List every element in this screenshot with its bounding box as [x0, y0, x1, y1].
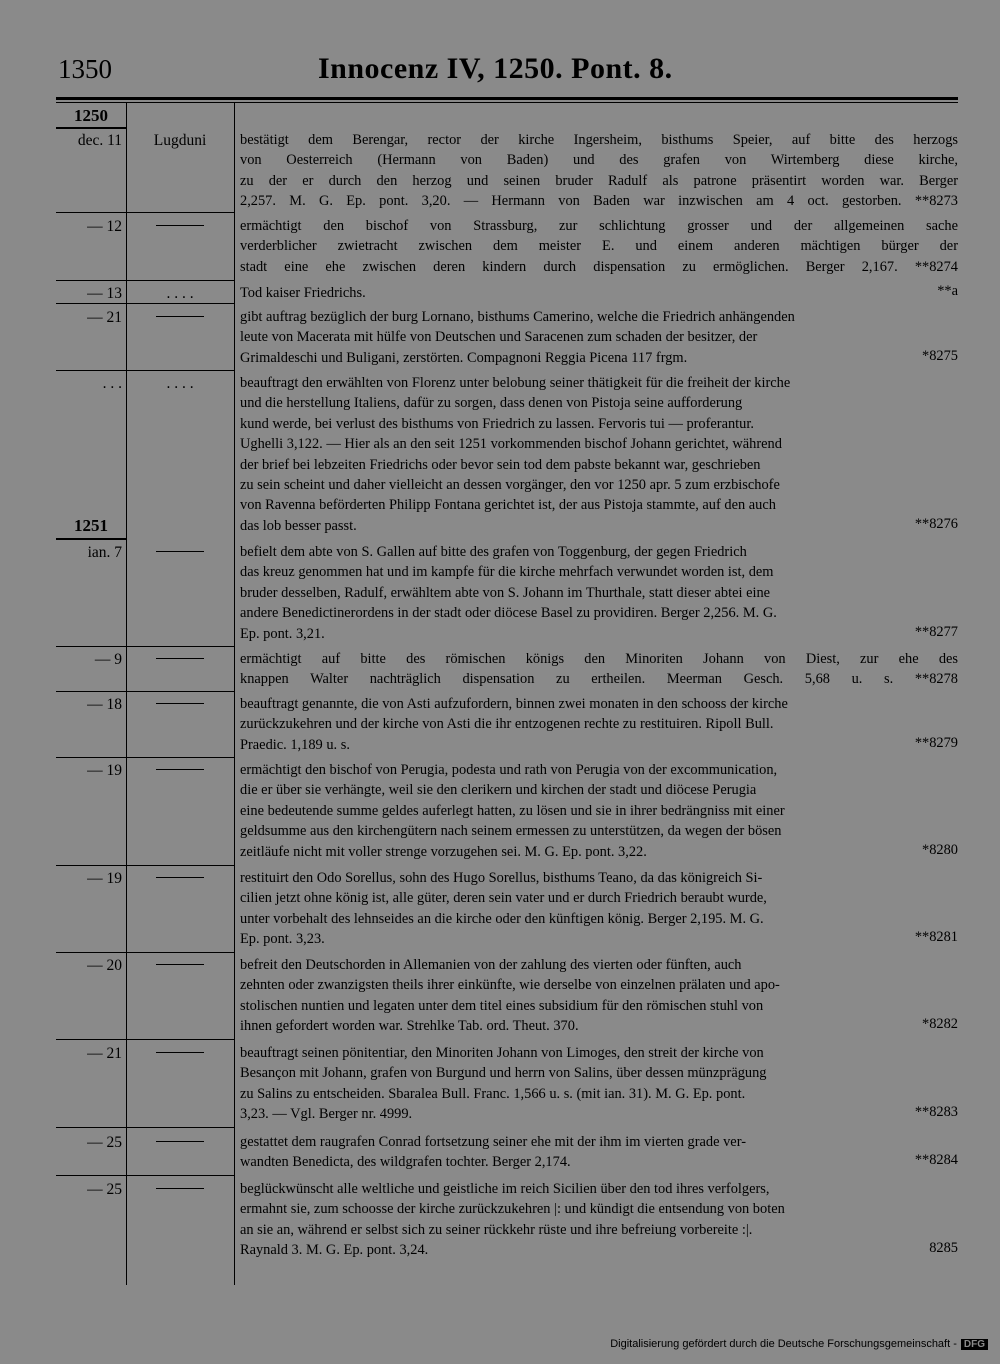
entry-place-ditto [128, 760, 232, 781]
entry-date: — 12 [87, 218, 122, 235]
entry-place-ditto [128, 1132, 232, 1153]
entry-date: . . . [102, 375, 122, 392]
entry-text: bestätigt dem Berengar, rector der kirche Ingersheim, bisthums Speier, auf bitte des herzogs von Oesterreich (Hermann von Baden) und des grafen von Wirtemberg diese kirche, zu der er durch den herzog und seinen bruder Radulf als patrone präsentirt worden war. Berger 2,257. M. G. Ep. pont. 3,20. — Hermann von Baden war inzwischen am 4 oct. gestorben. **8273 [240, 132, 958, 210]
entry-text: beglückwünscht alle weltliche und geistliche im reich Sicilien über den tod ihres verfolgers, ermahnt sie, zum schoosse der kirche zurückzukehren |: und kündigt die entsendung von boten an sie an, während er selbst sich zu seiner rückkehr rüste und ihre befreiung vorbereite :|. Raynald 3. M. G. Ep. pont. 3,24. [240, 1181, 785, 1259]
entry-text: restituirt den Odo Sorellus, sohn des Hugo Sorellus, bisthums Teano, da das königreich Si- cilien jetzt ohne könig ist, alle güter, deren sein vater und er durch Friedrich beraubt wurde, unter vorbehalt des lehnseides an die kirche oder den künftigen könig. Berger 2,195. M. G. Ep. pont. 3,23. [240, 870, 767, 948]
entry-number: **8284 [914, 1152, 958, 1168]
entry-text: beauftragt genannte, die von Asti aufzufordern, binnen zwei monaten in den schooss der kirche zurückzukehren und der kirche von Asti die ihr entzogenen rechte zu restituiren. Ripoll Bull. Praedic. 1,189 u. s. [240, 696, 788, 753]
entry-date: — 19 [87, 870, 122, 887]
entry-text: gestattet dem raugrafen Conrad fortsetzung seiner ehe mit der ihm im vierten grade ver- wandten Benedicta, des wildgrafen tochter. Berger 2,174. [240, 1134, 746, 1171]
entry-number: *8275 [922, 348, 958, 364]
entry-separator [56, 691, 234, 692]
entry-place-ditto [128, 955, 232, 976]
entry-date: — 13 [87, 285, 122, 302]
entry-number: **8276 [914, 516, 958, 532]
entry-text: ermächtigt den bischof von Strassburg, zur schlichtung grosser und der allgemeinen sache verderblicher zwietracht zwischen dem meister E. und einem anderen mächtigen bürger der stadt eine ehe zwischen deren kindern durch dispensation zu ermöglichen. Berger 2,167. **8274 [240, 218, 958, 275]
entry-date: — 25 [87, 1181, 122, 1198]
entry-text: beauftragt seinen pönitentiar, den Minoriten Johann von Limoges, den streit der kirche von Besançon mit Johann, grafen von Burgund und herrn von Salins, über dessen münzprägung zu Salins zu entscheiden. Sbaralea Bull. Franc. 1,566 u. s. (mit ian. 31). M. G. Ep. pont. 3,23. — Vgl. Berger nr. 4999. [240, 1045, 767, 1123]
entry-place: . . . . [166, 285, 194, 302]
year-underline [56, 127, 126, 129]
header-rule-thin [56, 102, 958, 103]
credit-text: Digitalisierung gefördert durch die Deutsche Forschungsgemeinschaft - [610, 1338, 957, 1350]
entry-separator [56, 865, 234, 866]
entry-separator [56, 1175, 234, 1176]
entry-date: ian. 7 [87, 544, 122, 561]
dfg-logo: DFG [961, 1339, 988, 1350]
entry-separator [56, 1039, 234, 1040]
entry-number: *8282 [922, 1016, 958, 1032]
entry-separator [56, 952, 234, 953]
entry-place: Lugduni [153, 132, 207, 149]
entry-text: Tod kaiser Friedrichs. [240, 285, 366, 301]
entry-place-ditto [128, 649, 232, 670]
column-divider-place [234, 103, 235, 1285]
entry-number: **8277 [914, 624, 958, 640]
entry-date: — 20 [87, 957, 122, 974]
entry-separator [56, 646, 234, 647]
running-title: Innocenz IV, 1250. Pont. 8. [318, 52, 673, 85]
entry-separator [56, 1127, 234, 1128]
entry-separator [56, 303, 234, 304]
header-rule [56, 97, 958, 100]
entry-text: gibt auftrag bezüglich der burg Lornano, bisthums Camerino, welche die Friedrich anhängenden leute von Macerata mit hülfe von Deutschen und Saracenen zum schaden der besitzer, der Grimaldeschi und Buligani, zerstörten. Compagnoni Reggia Picena 117 frgm. [240, 309, 795, 366]
year-marker-1251: 1251 [74, 516, 108, 535]
entry-separator [56, 757, 234, 758]
entry-date: — 21 [87, 309, 122, 326]
entry-place-ditto [128, 1179, 232, 1200]
entry-text: ermächtigt den bischof von Perugia, podesta und rath von Perugia von der excommunication, die er über sie verhängte, weil sie den clerikern und kirchen der stadt und diöcese Perugia eine bedeutende summe geldes auferlegt hatten, zu lösen und sie in ihrer bedrängniss mit einer geldsumme aus den kirchengütern nach seinem ermessen zu unterstützen, da wegen der bösen zeitläufe nicht mit voller strenge vorzugehen sei. M. G. Ep. pont. 3,22. [240, 762, 785, 860]
entry-place-ditto [128, 868, 232, 889]
entry-place: . . . . [166, 375, 194, 392]
entry-separator [56, 280, 234, 281]
entry-number: *8280 [922, 842, 958, 858]
entry-text: beauftragt den erwählten von Florenz unter belobung seiner thätigkeit für die freiheit der kirche und die herstellung Italiens, dafür zu sorgen, dass denen von Pistoja seine aufforderung kund werde, bei verlust des bisthums von Friedrich zu lassen. Fervoris tui — proferantur. Ughelli 3,122. — Hier als an den seit 1251 vorkommenden bischof Johann gerichtet, während der brief bei lebzeiten Friedrichs oder bevor sein tod dem pabste bekannt war, geschrieben zu sein scheint und daher vielleicht an dessen vorgänger, den vor 1250 apr. 5 zum erzbischofe von Ravenna beförderten Philipp Fontana gerichtet ist, der aus Pistoja stammte, auf den auch das lob besser passt. [240, 375, 791, 534]
entry-place-ditto [128, 307, 232, 328]
entry-date: — 19 [87, 762, 122, 779]
entry-date: dec. 11 [77, 132, 122, 149]
entry-text: befielt dem abte von S. Gallen auf bitte des grafen von Toggenburg, der gegen Friedrich das kreuz genommen hat und im kampfe für die kirche mehrfach verwundet worden ist, dem bruder desselben, Radulf, erwähltem abte von S. Johann im Thurthale, statt dieser abtei eine andere Benedictinerordens in der stadt oder diöcese Basel zu providiren. Berger 2,256. M. G. Ep. pont. 3,21. [240, 544, 777, 642]
entry-number: **8283 [914, 1104, 958, 1120]
entry-date: — 9 [94, 651, 122, 668]
year-marker-1250: 1250 [74, 106, 108, 125]
entry-number: **8281 [914, 929, 958, 945]
entry-place-ditto [128, 1043, 232, 1064]
entry-number: **a [937, 283, 958, 299]
entry-number: 8285 [929, 1240, 958, 1256]
entry-separator [56, 212, 234, 213]
year-underline [56, 538, 126, 540]
entry-separator [56, 370, 234, 371]
entry-date: — 21 [87, 1045, 122, 1062]
entry-place-ditto [128, 694, 232, 715]
entry-text: befreit den Deutschorden in Allemanien von der zahlung des vierten oder fünften, auch zehnten oder zwanzigsten theils ihrer einkünfte, wie derselbe von einzelnen prälaten und apo- stolischen nuntien und legaten unter dem titel eines subsidium für den römischen stuhl von ihnen gefordert worden war. Strehlke Tab. ord. Theut. 370. [240, 957, 780, 1035]
entry-date: — 25 [87, 1134, 122, 1151]
page-header [0, 50, 1000, 90]
digitization-credit [610, 1338, 988, 1350]
entry-text: ermächtigt auf bitte des römischen königs den Minoriten Johann von Diest, zur ehe des knappen Walter nachträglich dispensation zu ertheilen. Meerman Gesch. 5,68 u. s. **8278 [240, 651, 958, 688]
entry-place-ditto [128, 542, 232, 563]
entry-place-ditto [128, 216, 232, 237]
page-number: 1350 [58, 54, 112, 84]
entry-number: **8279 [914, 735, 958, 751]
entry-date: — 18 [87, 696, 122, 713]
